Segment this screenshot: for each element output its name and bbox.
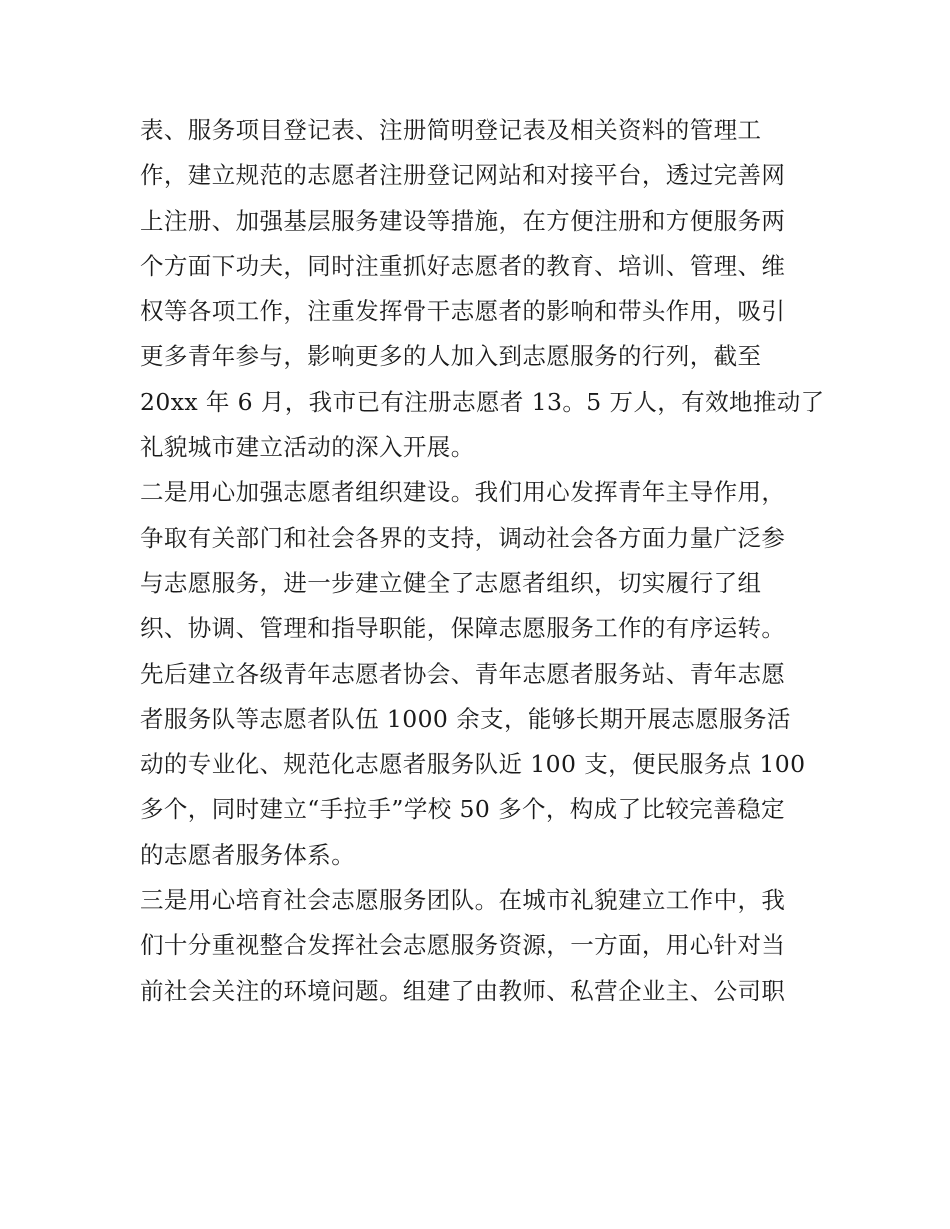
- text-line: 织、协调、管理和指导职能，保障志愿服务工作的有序运转。: [140, 614, 786, 643]
- text-line: 作，建立规范的志愿者注册登记网站和对接平台，透过完善网: [140, 161, 786, 190]
- text-line: 上注册、加强基层服务建设等措施，在方便注册和方便服务两: [140, 206, 786, 235]
- text-line: 二是用心加强志愿者组织建设。我们用心发挥青年主导作用，: [140, 478, 786, 507]
- text-line: 三是用心培育社会志愿服务团队。在城市礼貌建立工作中，我: [140, 886, 786, 915]
- text-line: 前社会关注的环境问题。组建了由教师、私营企业主、公司职: [140, 976, 786, 1005]
- text-line: 动的专业化、规范化志愿者服务队近 100 支，便民服务点 100: [140, 750, 806, 779]
- text-line: 者服务队等志愿者队伍 1000 余支，能够长期开展志愿服务活: [140, 704, 791, 733]
- text-line: 与志愿服务，进一步建立健全了志愿者组织，切实履行了组: [140, 568, 762, 597]
- text-line: 的志愿者服务体系。: [140, 840, 356, 869]
- text-line: 多个，同时建立“手拉手”学校 50 多个，构成了比较完善稳定: [140, 795, 785, 824]
- text-line: 们十分重视整合发挥社会志愿服务资源，一方面，用心针对当: [140, 931, 786, 960]
- text-line: 争取有关部门和社会各界的支持，调动社会各方面力量广泛参: [140, 523, 786, 552]
- text-line: 权等各项工作，注重发挥骨干志愿者的影响和带头作用，吸引: [140, 297, 786, 326]
- text-line: 20xx 年 6 月，我市已有注册志愿者 13。5 万人，有效地推动了: [140, 387, 825, 416]
- text-line: 礼貌城市建立活动的深入开展。: [140, 433, 475, 462]
- text-line: 表、服务项目登记表、注册简明登记表及相关资料的管理工: [140, 116, 762, 144]
- text-line: 更多青年参与，影响更多的人加入到志愿服务的行列，截至: [140, 342, 762, 371]
- body-text: [140, 108, 825, 1014]
- text-line: 个方面下功夫，同时注重抓好志愿者的教育、培训、管理、维: [140, 251, 786, 280]
- text-line: 先后建立各级青年志愿者协会、青年志愿者服务站、青年志愿: [140, 659, 786, 688]
